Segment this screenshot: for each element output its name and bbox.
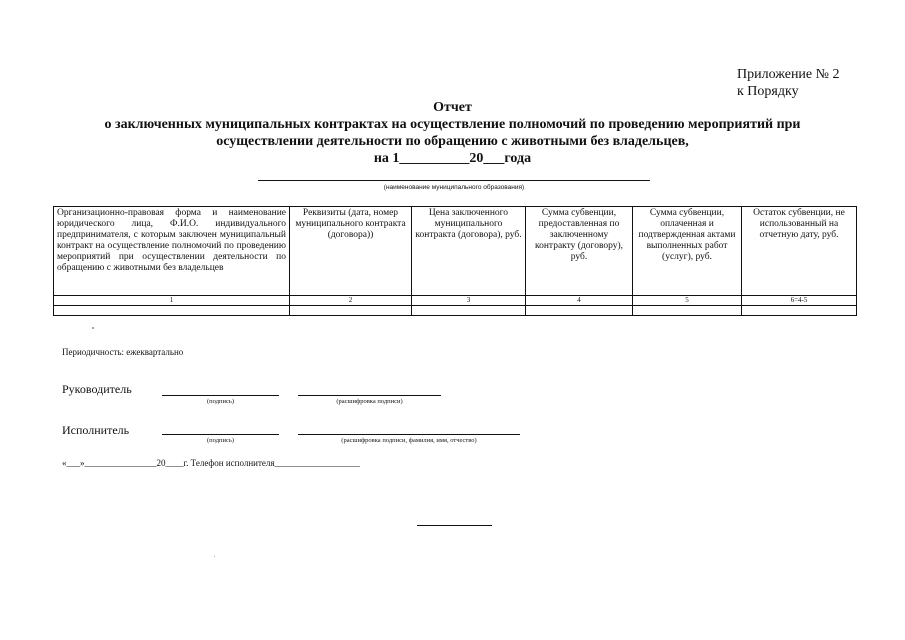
table-cell — [633, 306, 742, 316]
table-header-row — [54, 207, 857, 296]
table-cell — [290, 306, 412, 316]
appendix-line-2: к Порядку — [737, 84, 799, 99]
table-cell — [54, 306, 290, 316]
column-header-contractor: Организационно-правовая форма и наименование юридического лица, Ф.И.О. индивидуального предпринимателя, с которым заключен муниципальный контракт на осуществление полномочий по проведению мероприятий при осуществлении деятельности по обращению с животными без владельцев — [54, 207, 290, 296]
column-number: 1 — [54, 296, 290, 306]
head-signature-caption: (подпись) — [207, 398, 234, 405]
municipality-field-line — [258, 180, 650, 181]
report-table — [53, 206, 857, 316]
head-decode-caption: (расшифровка подписи) — [336, 398, 403, 405]
footer-rule — [417, 525, 492, 526]
table-cell — [742, 306, 857, 316]
executor-decode-line — [298, 434, 520, 435]
scan-speck — [92, 327, 94, 329]
table-cell — [526, 306, 633, 316]
column-header-subvention-provided: Сумма субвенции, предоставленная по заключенному контракту (договору), руб. — [526, 207, 633, 296]
head-signature-line — [162, 395, 279, 396]
table-cell — [412, 306, 526, 316]
column-header-price: Цена заключенного муниципального контракта (договора), руб. — [412, 207, 526, 296]
column-header-subvention-remainder: Остаток субвенции, не использованный на отчетную дату, руб. — [742, 207, 857, 296]
date-and-phone-line: «___»________________20____г. Телефон исполнителя___________________ — [62, 458, 361, 468]
executor-decode-caption: (расшифровка подписи, фамилия, имя, отчество) — [341, 437, 477, 444]
municipality-caption: (наименование муниципального образования) — [383, 184, 525, 191]
report-date-line: на 1__________20___года — [373, 151, 532, 166]
report-subtitle-line-1: о заключенных муниципальных контрактах на осуществление полномочий по проведению мероприятий при — [104, 117, 801, 132]
column-header-subvention-paid: Сумма субвенции, оплаченная и подтвержденная актами выполненных работ (услуг), руб. — [633, 207, 742, 296]
appendix-line-1: Приложение № 2 — [737, 67, 840, 82]
executor-label: Исполнитель — [62, 423, 130, 437]
appendix-header — [737, 66, 840, 100]
head-decode-line — [298, 395, 441, 396]
column-number: 2 — [290, 296, 412, 306]
column-number: 5 — [633, 296, 742, 306]
periodicity-text: Периодичность: ежеквартально — [62, 347, 184, 357]
report-title: Отчет — [433, 100, 472, 115]
executor-signature-line — [162, 434, 279, 435]
column-number: 6=4-5 — [742, 296, 857, 306]
report-subtitle-line-2: осуществлении деятельности по обращению с животными без владельцев, — [216, 134, 689, 149]
scan-speck — [214, 556, 215, 557]
table-row — [54, 306, 857, 316]
column-header-details: Реквизиты (дата, номер муниципального контракта (договора)) — [290, 207, 412, 296]
executor-signature-caption: (подпись) — [207, 437, 234, 444]
column-number: 4 — [526, 296, 633, 306]
head-label: Руководитель — [62, 382, 132, 396]
column-number: 3 — [412, 296, 526, 306]
table-number-row — [54, 296, 857, 306]
